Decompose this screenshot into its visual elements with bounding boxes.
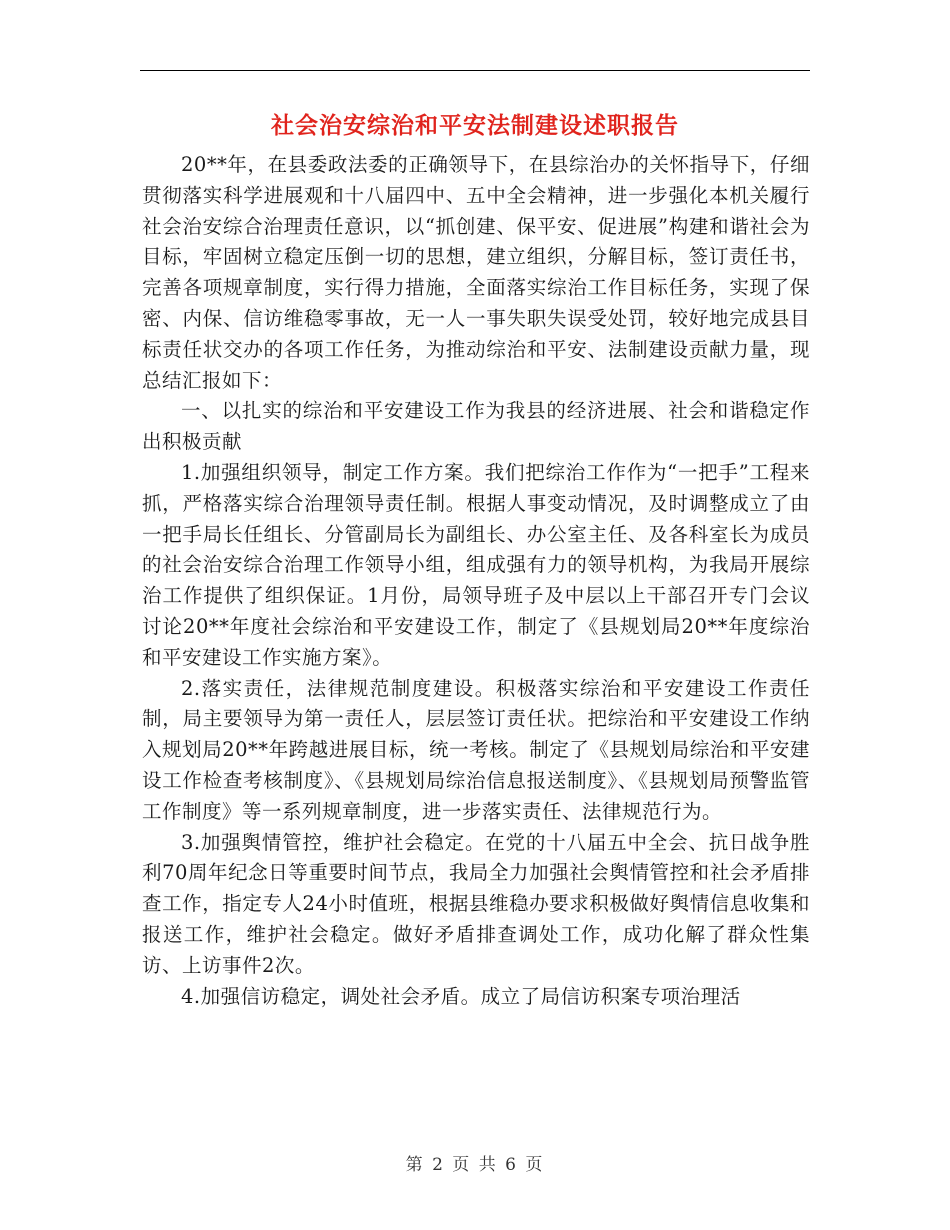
page-number-footer: 第 2 页 共 6 页 bbox=[405, 1155, 545, 1175]
paragraph-intro: 20**年，在县委政法委的正确领导下，在县综治办的关怀指导下，仔细贯彻落实科学进展观和十八届四中、五中全会精神，进一步强化本机关履行社会治安综合治理责任意识，以“抓创建、保平安、促进展”构建和谐社会为目标，牢固树立稳定压倒一切的思想，建立组织，分解目标，签订责任书，完善各项规章制度，实行得力措施，全面落实综治工作目标任务，实现了保密、内保、信访维稳零事故，无一人一事失职失误受处罚，较好地完成县目标责任状交办的各项工作任务，为推动综治和平安、法制建设贡献力量，现总结汇报如下： bbox=[142, 153, 810, 392]
document-body bbox=[142, 150, 810, 1012]
paragraph-item-1: 1.加强组织领导，制定工作方案。我们把综治工作作为“一把手”工程来抓，严格落实综合治理领导责任制。根据人事变动情况，及时调整成立了由一把手局长任组长、分管副局长为副组长、办公室主任、及各科室长为成员的社会治安综合治理工作领导小组，组成强有力的领导机构，为我局开展综治工作提供了组织保证。1月份，局领导班子及中层以上干部召开专门会议讨论20**年度社会综治和平安建设工作，制定了《县规划局20**年度综治和平安建设工作实施方案》。 bbox=[142, 460, 810, 669]
document-title: 社会治安综治和平安法制建设述职报告 bbox=[271, 112, 679, 139]
paragraph-item-2: 2.落实责任，法律规范制度建设。积极落实综治和平安建设工作责任制，局主要领导为第一责任人，层层签订责任状。把综治和平安建设工作纳入规划局20**年跨越进展目标，统一考核。制定了《县规划局综治和平安建设工作检查考核制度》、《县规划局综治信息报送制度》、《县规划局预警监管工作制度》等一系列规章制度，进一步落实责任、法律规范行为。 bbox=[142, 676, 810, 823]
paragraph-section-heading: 一、以扎实的综治和平安建设工作为我县的经济进展、社会和谐稳定作出积极贡献 bbox=[142, 399, 810, 454]
paragraph-item-4: 4.加强信访稳定，调处社会矛盾。成立了局信访积案专项治理活 bbox=[181, 984, 741, 1008]
paragraph-item-3: 3.加强舆情管控，维护社会稳定。在党的十八届五中全会、抗日战争胜利70周年纪念日等重要时间节点，我局全力加强社会舆情管控和社会矛盾排查工作，指定专人24小时值班，根据县维稳办要求积极做好舆情信息收集和报送工作，维护社会稳定。做好矛盾排查调处工作，成功化解了群众性集访、上访事件2次。 bbox=[142, 830, 810, 977]
header-rule bbox=[140, 70, 810, 71]
